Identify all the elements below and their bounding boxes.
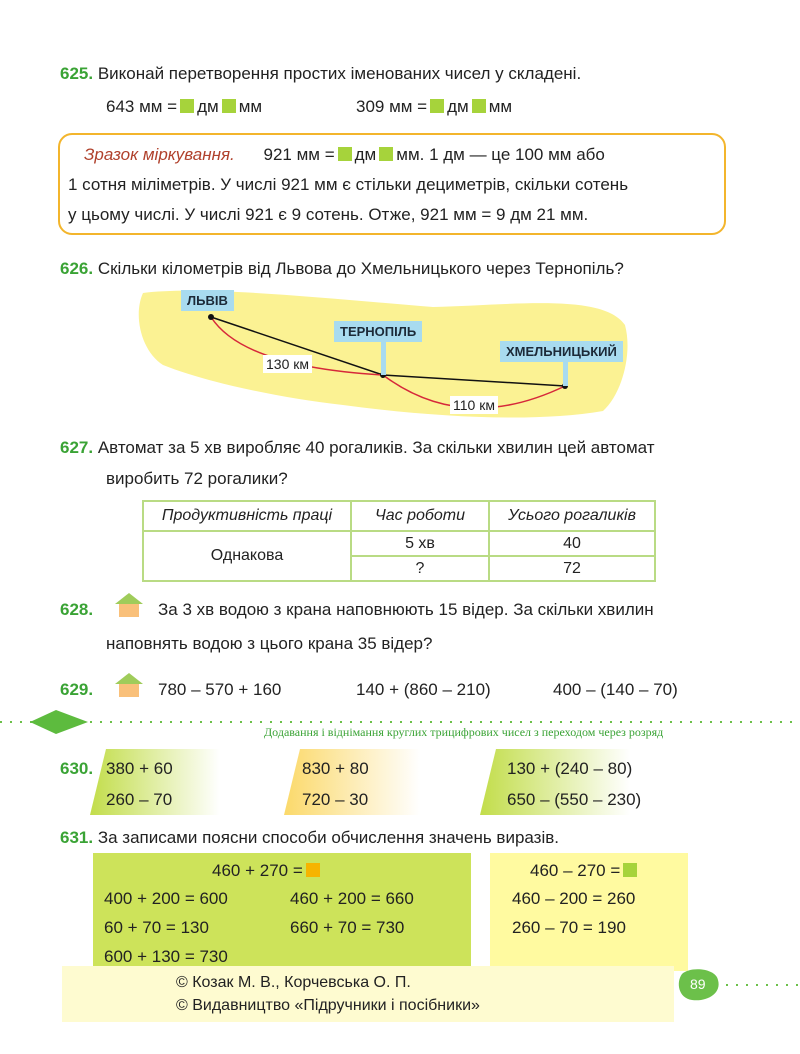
sample-text: 921 мм =	[263, 145, 335, 164]
task-628-line-1: За 3 хв водою з крана наповнюють 15 відер. За скільки хвилин	[158, 600, 654, 619]
task-number: 626.	[60, 259, 94, 278]
table-header: Продуктивність праці	[143, 501, 351, 531]
calc-line: 600 + 130 = 730	[104, 947, 228, 966]
task-627-line-2: виробить 72 рогалики?	[106, 469, 288, 488]
calc-head-a	[212, 861, 323, 881]
blank-square	[306, 863, 320, 877]
calc-line: 260 – 70 = 190	[512, 918, 626, 937]
task-628-header	[60, 600, 93, 620]
blank-square	[472, 99, 486, 113]
task-text: Виконай перетворення простих іменованих чисел у складені.	[97, 64, 582, 83]
expr-unit: дм	[447, 97, 469, 116]
sample-reasoning-box	[58, 133, 726, 235]
city-label-ternopil: ТЕРНОПІЛЬ	[334, 321, 422, 342]
task-629-header	[60, 680, 93, 700]
blank-square	[379, 147, 393, 161]
task-627-header	[60, 438, 655, 458]
sample-line-1	[84, 145, 605, 165]
calc-line: 400 + 200 = 600	[104, 889, 228, 908]
calc-head-b	[530, 861, 640, 881]
expression: 460 + 270 =	[212, 861, 303, 880]
task-626-header	[60, 259, 624, 279]
task-text: За записами поясни способи обчислення значень виразів.	[97, 828, 559, 847]
expr-part: 309 мм =	[356, 97, 428, 116]
sample-label: Зразок міркування.	[84, 145, 235, 164]
page-number: 89	[690, 976, 706, 992]
copyright-line: © Видавництво «Підручники і посібники»	[176, 997, 480, 1014]
task-625-header	[60, 64, 581, 84]
calc-line: 660 + 70 = 730	[290, 918, 405, 937]
table-cell: 72	[489, 556, 655, 581]
calc-line: 460 – 200 = 260	[512, 889, 636, 908]
sample-text: мм. 1 дм — це 100 мм або	[396, 145, 605, 164]
expr-unit: мм	[488, 97, 513, 116]
expr-unit: дм	[197, 97, 219, 116]
distance-label: 110 км	[450, 396, 498, 414]
task-625-expr-2	[356, 97, 512, 117]
task-number: 629.	[60, 680, 94, 699]
table-header: Усього рогаликів	[489, 501, 655, 531]
sample-line-3: у цьому числі. У числі 921 є 9 сотень. Отже, 921 мм = 9 дм 21 мм.	[68, 205, 589, 224]
table-cell: 5 хв	[351, 531, 489, 556]
calc-line: 60 + 70 = 130	[104, 918, 209, 937]
task-text: Автомат за 5 хв виробляє 40 рогаликів. За скільки хвилин цей автомат	[97, 438, 655, 457]
table-cell: 40	[489, 531, 655, 556]
task-628-line-2: наповнять водою з цього крана 35 відер?	[106, 634, 433, 653]
task-630-header	[60, 759, 93, 779]
expression: 380 + 60	[106, 759, 173, 778]
home-icon	[114, 592, 144, 618]
sample-line-2: 1 сотня міліметрів. У числі 921 мм є стільки дециметрів, скільки сотень	[68, 175, 629, 194]
table-cell: ?	[351, 556, 489, 581]
table-header: Час роботи	[351, 501, 489, 531]
expression: 720 – 30	[302, 790, 369, 809]
expression: 140 + (860 – 210)	[356, 680, 491, 699]
calc-line: 460 + 200 = 660	[290, 889, 414, 908]
productivity-table	[142, 500, 656, 582]
task-text: Скільки кілометрів від Львова до Хмельницького через Тернопіль?	[97, 259, 624, 278]
task-number: 627.	[60, 438, 94, 457]
task-number: 628.	[60, 600, 94, 619]
task-number: 631.	[60, 828, 94, 847]
blank-square	[338, 147, 352, 161]
home-icon	[114, 672, 144, 698]
blank-square	[180, 99, 194, 113]
task-number: 630.	[60, 759, 94, 778]
expression: 460 – 270 =	[530, 861, 621, 880]
blank-square	[623, 863, 637, 877]
task-625-expr-1	[106, 97, 262, 117]
sample-text: дм	[354, 145, 377, 164]
expression: 650 – (550 – 230)	[507, 790, 642, 809]
expr-part: 643 мм =	[106, 97, 178, 116]
topic-title: Додавання і віднімання круглих трицифрових чисел з переходом через розряд	[264, 725, 664, 739]
copyright-line: © Козак М. В., Корчевська О. П.	[176, 974, 411, 991]
expression: 260 – 70	[106, 790, 173, 809]
expression: 780 – 570 + 160	[158, 680, 282, 699]
city-label-khmelnytskyi: ХМЕЛЬНИЦЬКИЙ	[500, 341, 623, 362]
distance-label: 130 км	[263, 355, 312, 373]
blank-square	[430, 99, 444, 113]
expression: 130 + (240 – 80)	[507, 759, 633, 778]
expr-unit: мм	[238, 97, 263, 116]
task-number: 625.	[60, 64, 94, 83]
table-cell: Однакова	[143, 531, 351, 581]
expression: 830 + 80	[302, 759, 369, 778]
city-label-lviv: ЛЬВІВ	[181, 290, 234, 311]
task-631-header	[60, 828, 559, 848]
copyright-footer	[62, 966, 674, 1022]
blank-square	[222, 99, 236, 113]
expression: 400 – (140 – 70)	[553, 680, 678, 699]
